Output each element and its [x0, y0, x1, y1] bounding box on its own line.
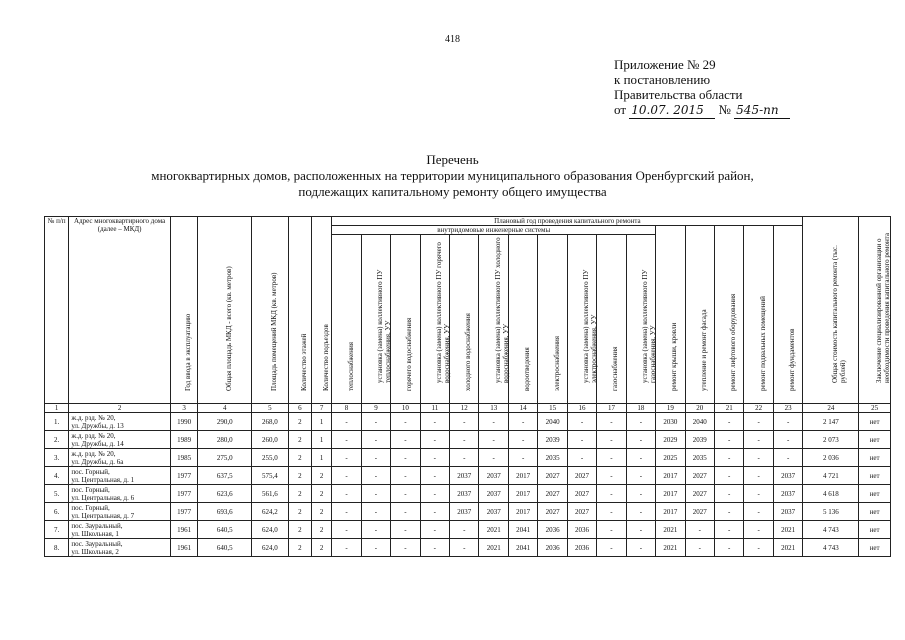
table-cell: - — [420, 521, 449, 539]
table-cell: нет — [859, 413, 891, 431]
table-cell: 1 — [312, 431, 332, 449]
header-electricity: электроснабжения — [538, 235, 567, 404]
table-cell: - — [450, 521, 479, 539]
table-cell: 2036 — [538, 539, 567, 557]
table-cell: нет — [859, 449, 891, 467]
table-cell: 2 073 — [803, 431, 859, 449]
table-cell: - — [626, 449, 655, 467]
table-cell: 2021 — [773, 539, 803, 557]
header-basement: ремонт подвальных помещений — [744, 226, 773, 404]
table-cell: 2017 — [656, 503, 685, 521]
table-cell: 2039 — [685, 431, 714, 449]
table-cell: 2021 — [773, 521, 803, 539]
table-cell: 2027 — [538, 485, 567, 503]
column-number: 24 — [803, 404, 859, 413]
column-number: 15 — [538, 404, 567, 413]
table-cell: - — [597, 521, 626, 539]
table-cell: 2037 — [479, 485, 508, 503]
table-cell: - — [332, 413, 361, 431]
header-gas-meter: установка (замена) коллективного ПУ газоснабжения, УУ — [626, 235, 655, 404]
table-cell: - — [361, 449, 390, 467]
table-cell: - — [597, 449, 626, 467]
table-cell: 2037 — [479, 467, 508, 485]
table-cell: 2027 — [567, 485, 596, 503]
appendix-line-1: Приложение № 29 — [614, 57, 716, 72]
header-conclusion: Заключение специализированной организации о необходимости проведения капитального ремонта — [859, 217, 891, 404]
header-hot-water: горячего водоснабжения — [391, 235, 420, 404]
table-cell: - — [391, 503, 420, 521]
table-cell: - — [597, 485, 626, 503]
table-cell: 2 — [312, 467, 332, 485]
table-cell: 2 — [312, 521, 332, 539]
table-row — [45, 449, 891, 467]
table-cell: 2 — [288, 431, 311, 449]
table-cell: - — [714, 413, 743, 431]
address-line-2: ул. Дружбы, д. 14 — [71, 439, 124, 448]
table-row — [45, 467, 891, 485]
table-cell: 4 618 — [803, 485, 859, 503]
table-cell: - — [391, 521, 420, 539]
table-cell: - — [626, 413, 655, 431]
table-cell: 2021 — [479, 521, 508, 539]
table-cell: 2037 — [450, 503, 479, 521]
table-cell: 2 147 — [803, 413, 859, 431]
table-cell: нет — [859, 503, 891, 521]
from-label: от — [614, 102, 627, 117]
table-cell: - — [508, 449, 537, 467]
table-cell: 2027 — [567, 467, 596, 485]
header-total-area: Общая площадь МКД - всего (кв. метров) — [198, 217, 252, 404]
column-number: 1 — [45, 404, 69, 413]
table-cell: - — [714, 431, 743, 449]
table-cell: - — [450, 413, 479, 431]
header-heating: теплоснабжения — [332, 235, 361, 404]
header-elevator: ремонт лифтового оборудования — [714, 226, 743, 404]
table-cell: - — [450, 449, 479, 467]
table-cell: 637,5 — [198, 467, 252, 485]
table-cell: 2037 — [479, 503, 508, 521]
table-cell: 2 — [288, 413, 311, 431]
table-cell: - — [744, 503, 773, 521]
table-cell: 2027 — [685, 467, 714, 485]
column-number: 4 — [198, 404, 252, 413]
table-cell: 1985 — [170, 449, 197, 467]
column-number: 11 — [420, 404, 449, 413]
table-cell: 2037 — [773, 485, 803, 503]
table-cell: - — [361, 503, 390, 521]
column-number: 10 — [391, 404, 420, 413]
address-line-1: пос. Горный, — [71, 503, 110, 512]
table-cell: 2030 — [656, 413, 685, 431]
column-number: 17 — [597, 404, 626, 413]
table-cell: - — [744, 539, 773, 557]
table-cell: - — [332, 539, 361, 557]
table-cell: 2 — [288, 485, 311, 503]
table-cell: 2 — [312, 503, 332, 521]
table-cell: нет — [859, 521, 891, 539]
row-address — [69, 539, 171, 557]
column-number: 9 — [361, 404, 390, 413]
row-number: 6. — [45, 503, 69, 521]
table-cell: 2036 — [567, 521, 596, 539]
table-cell: 4 721 — [803, 467, 859, 485]
table-cell: - — [626, 431, 655, 449]
table-cell: - — [714, 485, 743, 503]
header-cold-water: холодного водоснабжения — [450, 235, 479, 404]
table-cell: - — [332, 521, 361, 539]
table-cell: - — [744, 467, 773, 485]
table-cell: - — [626, 485, 655, 503]
header-sewerage: водоотведения — [508, 235, 537, 404]
row-number: 7. — [45, 521, 69, 539]
table-cell: 2037 — [450, 467, 479, 485]
address-line-2: ул. Школьная, 1 — [71, 529, 119, 538]
header-hot-water-meter: установка (замена) коллективного ПУ горячего водоснабжения, УУ — [420, 235, 449, 404]
table-row — [45, 521, 891, 539]
table-cell: - — [567, 449, 596, 467]
table-cell: - — [773, 449, 803, 467]
table-cell: 1977 — [170, 503, 197, 521]
table-cell: 2 — [288, 467, 311, 485]
header-cold-water-meter: установка (замена) коллективного ПУ холодного водоснабжения, УУ — [479, 235, 508, 404]
header-heating-meter: установка (замена) коллективного ПУ теплоснабжения, УУ — [361, 235, 390, 404]
address-line-2: ул. Дружбы, д. 6а — [71, 457, 124, 466]
row-address — [69, 503, 171, 521]
table-cell: 2041 — [508, 521, 537, 539]
table-cell: 2027 — [538, 467, 567, 485]
row-number: 5. — [45, 485, 69, 503]
header-planned-year: Плановый год проведения капитального ремонта — [332, 217, 803, 226]
table-cell: - — [626, 467, 655, 485]
table-cell: - — [744, 485, 773, 503]
row-address — [69, 521, 171, 539]
header-premises-area: Площадь помещений МКД (кв. метров) — [252, 217, 289, 404]
row-number: 3. — [45, 449, 69, 467]
header-address: Адрес многоквартирного дома (далее – МКД) — [69, 217, 171, 404]
table-row — [45, 485, 891, 503]
header-entrances: Количество подъездов — [312, 217, 332, 404]
table-cell: - — [479, 431, 508, 449]
table-cell: 2036 — [567, 539, 596, 557]
table-cell: нет — [859, 485, 891, 503]
row-number: 4. — [45, 467, 69, 485]
address-line-1: пос. Зауральный, — [71, 521, 123, 530]
address-line-1: пос. Горный, — [71, 467, 110, 476]
table-cell: - — [744, 521, 773, 539]
address-line-2: ул. Дружбы, д. 13 — [71, 421, 124, 430]
table-cell: - — [332, 431, 361, 449]
table-row — [45, 539, 891, 557]
table-cell: - — [420, 467, 449, 485]
table-cell: - — [361, 413, 390, 431]
row-address — [69, 413, 171, 431]
table-cell: 2017 — [508, 467, 537, 485]
column-number: 18 — [626, 404, 655, 413]
table-cell: - — [332, 467, 361, 485]
table-cell: - — [685, 539, 714, 557]
table-cell: 1990 — [170, 413, 197, 431]
table-cell: 2035 — [538, 449, 567, 467]
table-cell: - — [332, 449, 361, 467]
table-cell: 2 — [288, 521, 311, 539]
appendix-line-2: к постановлению — [614, 72, 711, 87]
table-cell: - — [361, 431, 390, 449]
header-total-cost: Общая стоимость капитального ремонта (тыс. рублей) — [803, 217, 859, 404]
table-cell: 1977 — [170, 467, 197, 485]
header-facade: утепление и ремонт фасада — [685, 226, 714, 404]
table-cell: - — [567, 413, 596, 431]
column-number: 12 — [450, 404, 479, 413]
column-number: 16 — [567, 404, 596, 413]
table-cell: 2037 — [773, 467, 803, 485]
table-cell: - — [332, 485, 361, 503]
table-cell: 640,5 — [198, 539, 252, 557]
table-cell: 2025 — [656, 449, 685, 467]
column-number: 25 — [859, 404, 891, 413]
table-cell: - — [626, 521, 655, 539]
table-cell: - — [332, 503, 361, 521]
table-cell: - — [567, 431, 596, 449]
column-number: 3 — [170, 404, 197, 413]
table-cell: нет — [859, 539, 891, 557]
table-cell: 2040 — [538, 413, 567, 431]
table-cell: - — [391, 539, 420, 557]
table-cell: - — [391, 467, 420, 485]
resolution-date: 10.07. 2015 — [629, 103, 715, 119]
table-cell: - — [744, 431, 773, 449]
table-cell: 561,6 — [252, 485, 289, 503]
table-cell: - — [391, 449, 420, 467]
header-num: № п/п — [45, 217, 69, 404]
table-cell: - — [773, 413, 803, 431]
address-line-1: пос. Зауральный, — [71, 539, 123, 548]
table-cell: 2017 — [508, 485, 537, 503]
table-cell: 1961 — [170, 521, 197, 539]
table-cell: - — [597, 431, 626, 449]
table-cell: 2027 — [685, 485, 714, 503]
table-cell: 2017 — [656, 467, 685, 485]
title-line-2: многоквартирных домов, расположенных на территории муниципального образования Оренбургский район, — [151, 168, 754, 183]
table-row — [45, 503, 891, 521]
header-electricity-meter: установка (замена) коллективного ПУ электроснабжения, УУ — [567, 235, 596, 404]
table-cell: - — [626, 539, 655, 557]
column-number: 2 — [69, 404, 171, 413]
column-number: 7 — [312, 404, 332, 413]
column-number: 20 — [685, 404, 714, 413]
table-cell: 2 — [288, 503, 311, 521]
header-gas: газоснабжения — [597, 235, 626, 404]
row-number: 8. — [45, 539, 69, 557]
title-line-3: подлежащих капитальному ремонту общего имущества — [298, 184, 607, 199]
table-cell: 2027 — [538, 503, 567, 521]
buildings-table — [44, 216, 891, 557]
table-cell: - — [361, 521, 390, 539]
table-cell: 290,0 — [198, 413, 252, 431]
table-cell: 2029 — [656, 431, 685, 449]
table-cell: 2036 — [538, 521, 567, 539]
table-cell: нет — [859, 467, 891, 485]
address-line-1: ж.д. рзд. № 20, — [71, 449, 116, 458]
row-number: 1. — [45, 413, 69, 431]
table-cell: 624,0 — [252, 539, 289, 557]
table-cell: 1961 — [170, 539, 197, 557]
address-line-1: пос. Горный, — [71, 485, 110, 494]
table-cell: 4 743 — [803, 521, 859, 539]
table-cell: 2 — [288, 539, 311, 557]
table-cell: 280,0 — [198, 431, 252, 449]
table-cell: - — [597, 503, 626, 521]
table-row — [45, 413, 891, 431]
table-cell: - — [361, 467, 390, 485]
table-cell: 1 — [312, 449, 332, 467]
appendix-block — [614, 57, 790, 119]
table-cell: - — [773, 431, 803, 449]
table-cell: - — [714, 449, 743, 467]
table-cell: - — [420, 539, 449, 557]
table-cell: 2037 — [450, 485, 479, 503]
table-cell: - — [479, 413, 508, 431]
table-cell: 1989 — [170, 431, 197, 449]
table-cell: 255,0 — [252, 449, 289, 467]
address-line-2: ул. Центральная, д. 6 — [71, 493, 135, 502]
table-cell: 2027 — [567, 503, 596, 521]
column-number: 6 — [288, 404, 311, 413]
row-address — [69, 449, 171, 467]
header-foundation: ремонт фундаментов — [773, 226, 803, 404]
row-address — [69, 485, 171, 503]
column-number: 14 — [508, 404, 537, 413]
number-label: № — [718, 102, 731, 117]
table-cell: 4 743 — [803, 539, 859, 557]
address-line-2: ул. Центральная, д. 7 — [71, 511, 135, 520]
title-line-1: Перечень — [426, 152, 479, 167]
column-number: 8 — [332, 404, 361, 413]
table-cell: 2 036 — [803, 449, 859, 467]
table-cell: 2041 — [508, 539, 537, 557]
table-cell: - — [714, 503, 743, 521]
table-cell: - — [420, 449, 449, 467]
table-cell: - — [714, 539, 743, 557]
table-cell: - — [450, 539, 479, 557]
table-cell: - — [479, 449, 508, 467]
column-number: 19 — [656, 404, 685, 413]
table-cell: 2021 — [656, 539, 685, 557]
table-cell: 2021 — [479, 539, 508, 557]
table-cell: - — [420, 503, 449, 521]
table-cell: 1 — [312, 413, 332, 431]
appendix-line-4 — [614, 102, 790, 119]
table-cell: 624,2 — [252, 503, 289, 521]
table-cell: - — [714, 467, 743, 485]
row-address — [69, 431, 171, 449]
appendix-line-3: Правительства области — [614, 87, 743, 102]
table-cell: 2 — [312, 539, 332, 557]
table-cell: 2021 — [656, 521, 685, 539]
page-number: 418 — [445, 34, 460, 45]
table-cell: - — [626, 503, 655, 521]
address-line-1: ж.д. рзд. № 20, — [71, 431, 116, 440]
row-address — [69, 467, 171, 485]
address-line-1: ж.д. рзд. № 20, — [71, 413, 116, 422]
table-cell: 2039 — [538, 431, 567, 449]
header-roof: ремонт крыши, кровли — [656, 226, 685, 404]
table-cell: 640,5 — [198, 521, 252, 539]
header-year: Год ввода в эксплуатацию — [170, 217, 197, 404]
header-floors: Количество этажей — [288, 217, 311, 404]
table-cell: - — [450, 431, 479, 449]
table-cell: - — [361, 485, 390, 503]
table-cell: 268,0 — [252, 413, 289, 431]
table-cell: 260,0 — [252, 431, 289, 449]
header-engineering-systems: внутридомовые инженерные системы — [332, 226, 656, 235]
table-cell: - — [420, 431, 449, 449]
table-cell: - — [391, 485, 420, 503]
table-cell: - — [508, 413, 537, 431]
table-cell: 275,0 — [198, 449, 252, 467]
table-cell: 623,6 — [198, 485, 252, 503]
column-number: 21 — [714, 404, 743, 413]
document-title — [0, 152, 905, 200]
table-cell: - — [744, 413, 773, 431]
table-cell: 2037 — [773, 503, 803, 521]
table-cell: - — [597, 539, 626, 557]
resolution-number: 545-пп — [734, 103, 790, 119]
table-cell: - — [508, 431, 537, 449]
table-cell: 2 — [312, 485, 332, 503]
table-cell: - — [391, 431, 420, 449]
table-cell: 2035 — [685, 449, 714, 467]
table-cell: 1977 — [170, 485, 197, 503]
column-number: 22 — [744, 404, 773, 413]
table-cell: - — [685, 521, 714, 539]
table-cell: - — [597, 467, 626, 485]
table-cell: 2 — [288, 449, 311, 467]
table-cell: - — [597, 413, 626, 431]
table-cell: нет — [859, 431, 891, 449]
table-cell: 2017 — [508, 503, 537, 521]
table-cell: - — [361, 539, 390, 557]
address-line-2: ул. Школьная, 2 — [71, 547, 119, 556]
column-number: 5 — [252, 404, 289, 413]
address-line-2: ул. Центральная, д. 1 — [71, 475, 135, 484]
table-cell: 2027 — [685, 503, 714, 521]
table-cell: 575,4 — [252, 467, 289, 485]
table-cell: 693,6 — [198, 503, 252, 521]
table-row — [45, 431, 891, 449]
table-cell: - — [744, 449, 773, 467]
table-cell: 624,0 — [252, 521, 289, 539]
table-cell: - — [420, 413, 449, 431]
column-number: 13 — [479, 404, 508, 413]
table-cell: - — [714, 521, 743, 539]
table-cell: 2017 — [656, 485, 685, 503]
column-numbers-row — [45, 404, 891, 413]
table-body — [45, 404, 891, 557]
column-number: 23 — [773, 404, 803, 413]
table-cell: - — [420, 485, 449, 503]
table-cell: 2040 — [685, 413, 714, 431]
table-cell: 5 136 — [803, 503, 859, 521]
table-cell: - — [391, 413, 420, 431]
row-number: 2. — [45, 431, 69, 449]
